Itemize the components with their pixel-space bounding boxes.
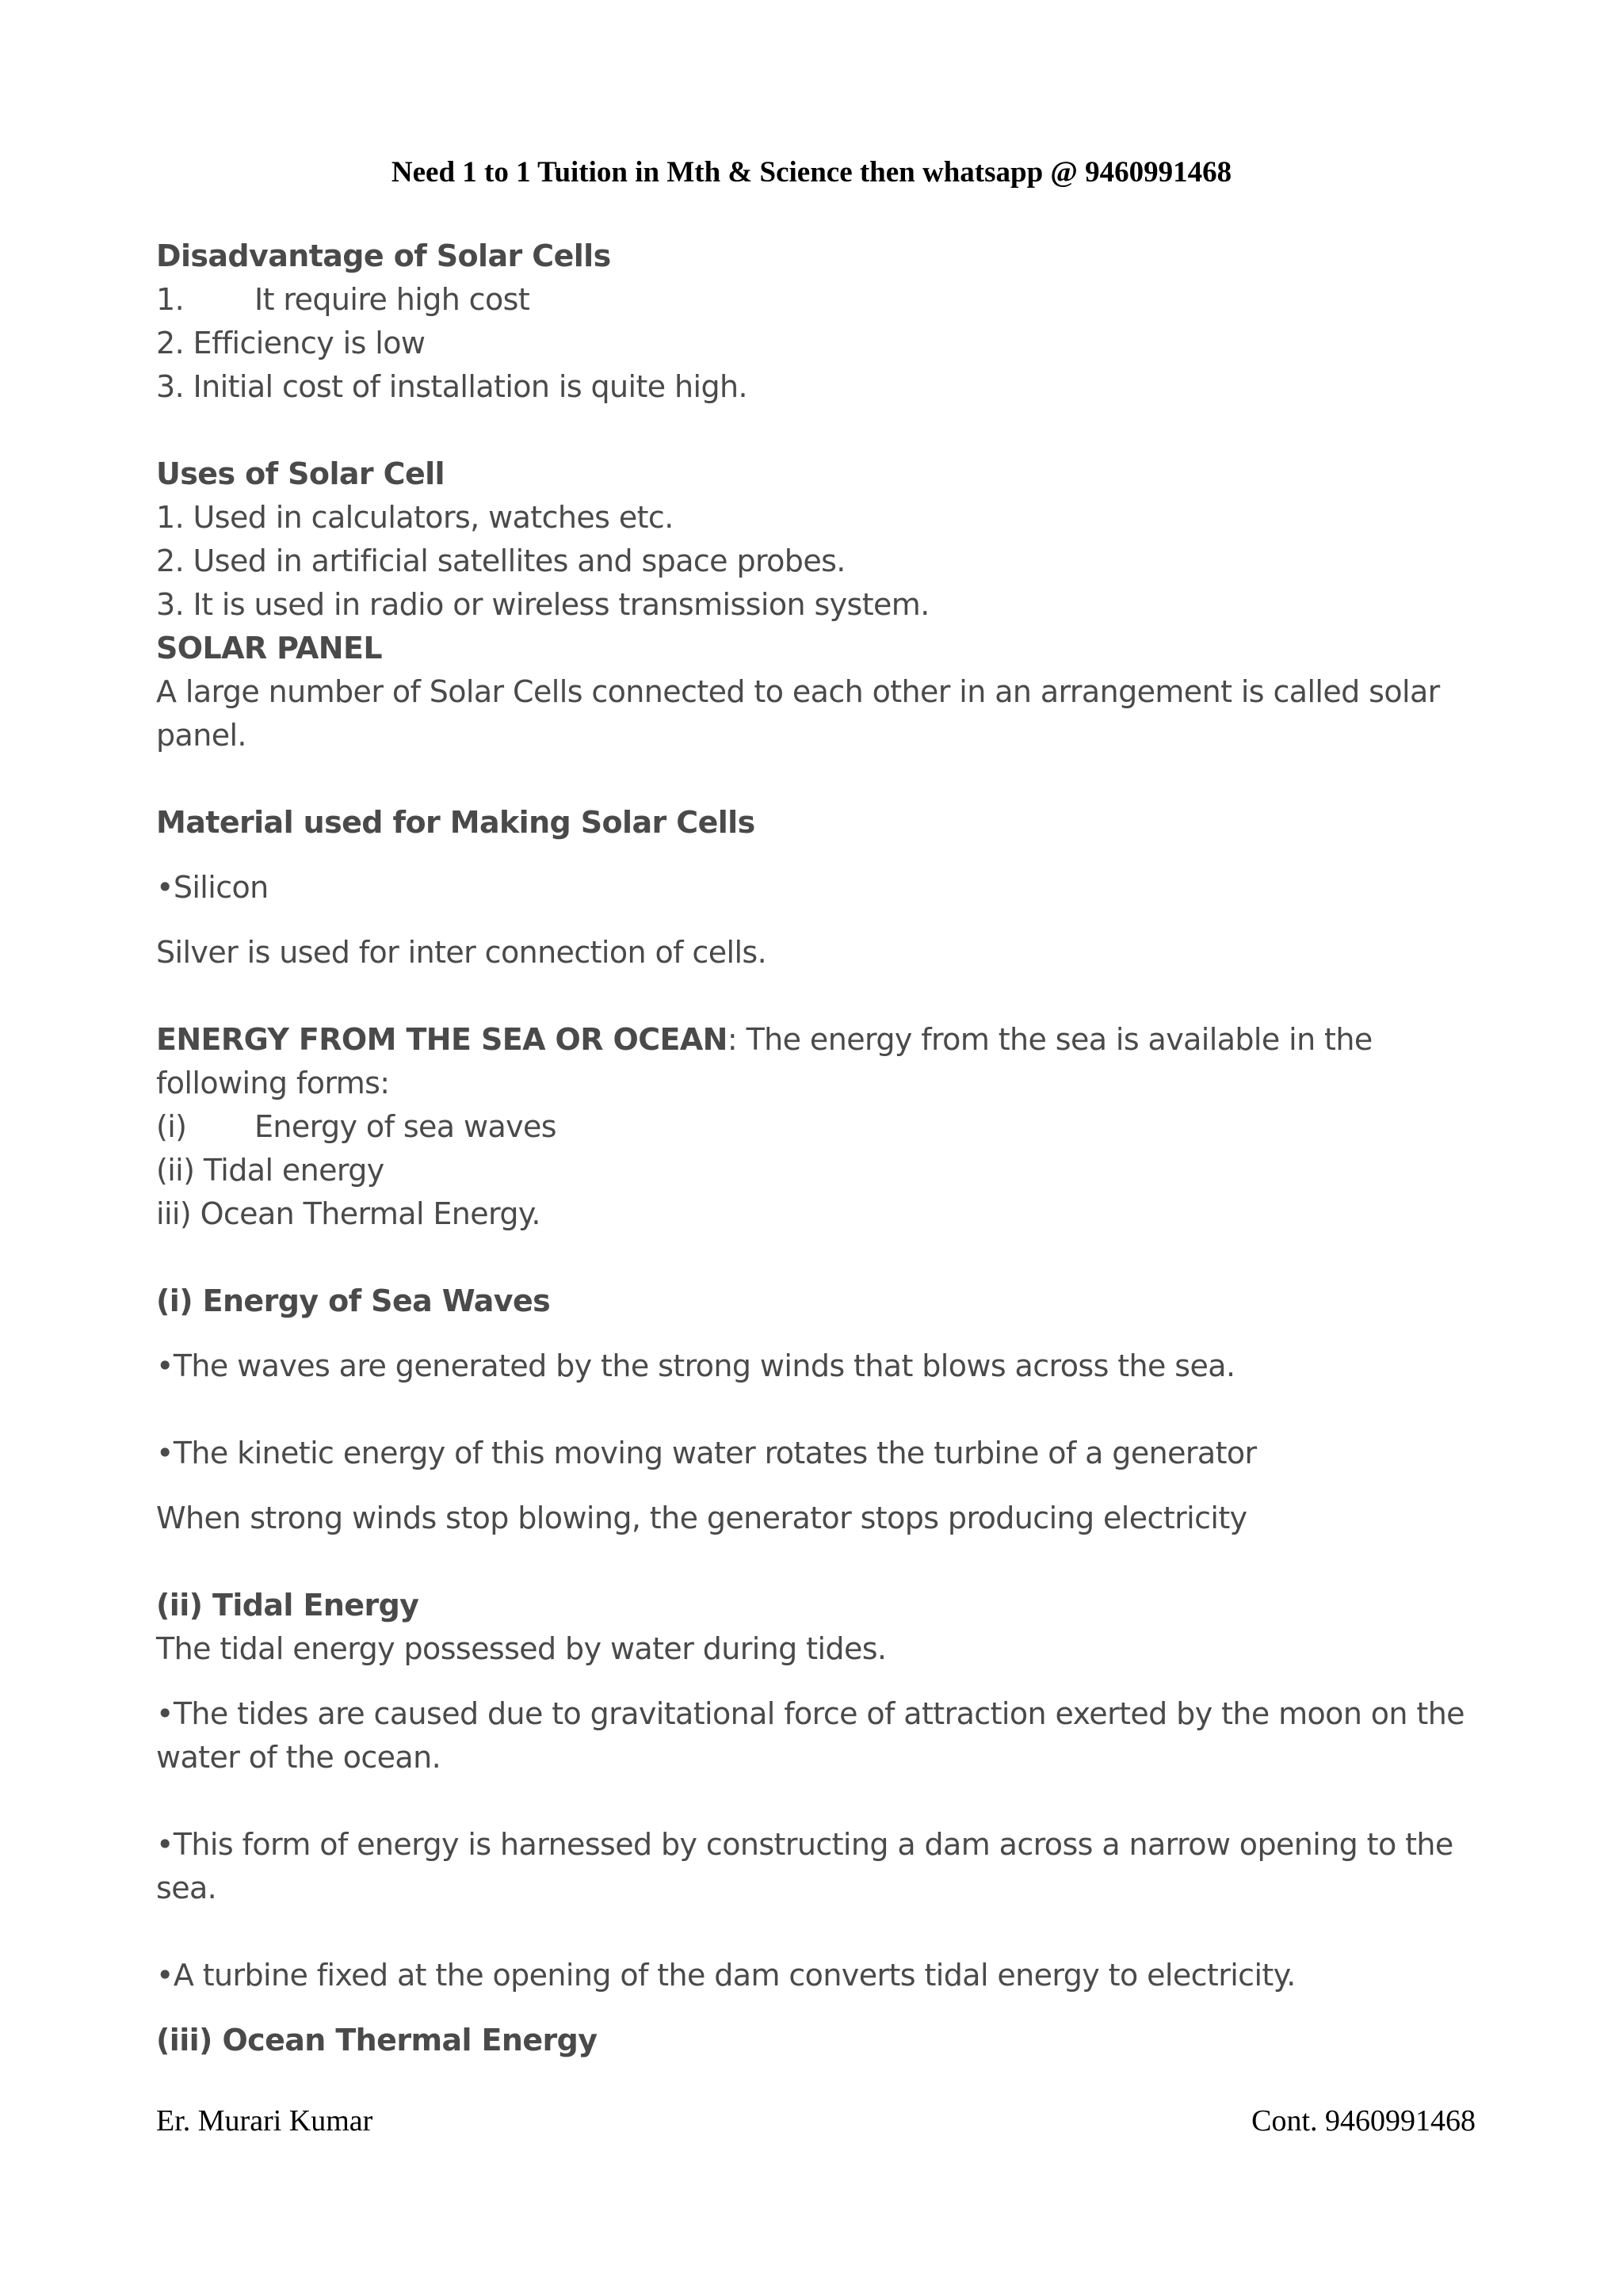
bullet-item: •A turbine fixed at the opening of the dam converts tidal energy to electricity.	[156, 1958, 1296, 1993]
list-item	[156, 278, 1480, 322]
bullet-item: •The kinetic energy of this moving water rotates the turbine of a generator	[156, 1436, 1257, 1470]
solar-panel-heading: SOLAR PANEL	[156, 631, 382, 666]
uses-heading: Uses of Solar Cell	[156, 456, 445, 491]
list-number: 1.	[156, 282, 185, 317]
list-item: 3. Initial cost of installation is quite high.	[156, 369, 747, 404]
page-header: Need 1 to 1 Tuition in Mth & Science then whatsapp @ 9460991468	[391, 156, 1232, 189]
material-heading: Material used for Making Solar Cells	[156, 805, 755, 840]
list-item: 2. Efficiency is low	[156, 326, 426, 360]
disadvantage-heading: Disadvantage of Solar Cells	[156, 238, 611, 273]
list-item	[156, 1105, 1480, 1149]
list-item: iii) Ocean Thermal Energy.	[156, 1196, 540, 1231]
waves-heading: (i) Energy of Sea Waves	[156, 1283, 551, 1318]
list-number: (i)	[156, 1109, 187, 1144]
bullet-item: •This form of energy is harnessed by constructing a dam across a narrow opening to the sea.	[156, 1827, 1453, 1905]
bullet-item: •The waves are generated by the strong winds that blows across the sea.	[156, 1348, 1235, 1383]
thermal-heading: (iii) Ocean Thermal Energy	[156, 2023, 598, 2058]
list-item: (ii) Tidal energy	[156, 1153, 384, 1188]
tidal-heading: (ii) Tidal Energy	[156, 1588, 419, 1623]
sea-heading: ENERGY FROM THE SEA OR OCEAN	[156, 1022, 727, 1057]
material-text: Silver is used for inter connection of cells.	[156, 935, 767, 970]
waves-text: When strong winds stop blowing, the generator stops producing electricity	[156, 1501, 1247, 1535]
list-item: 3. It is used in radio or wireless transmission system.	[156, 587, 930, 622]
bullet-item: •The tides are caused due to gravitational force of attraction exerted by the moon on the water of the ocean.	[156, 1696, 1465, 1775]
sea-intro: : The energy from the sea is available in the following forms:	[156, 1022, 1373, 1100]
footer-contact: Cont. 9460991468	[1251, 2104, 1476, 2138]
tidal-text: The tidal energy possessed by water during tides.	[156, 1631, 887, 1666]
bullet-item: •Silicon	[156, 870, 269, 905]
list-text: It require high cost	[254, 282, 530, 317]
footer-author: Er. Murari Kumar	[156, 2104, 373, 2138]
solar-panel-text: A large number of Solar Cells connected to each other in an arrangement is called solar panel.	[156, 674, 1440, 753]
list-item: 2. Used in artificial satellites and space probes.	[156, 543, 846, 578]
sea-paragraph	[156, 1018, 1480, 1105]
list-text: Energy of sea waves	[254, 1109, 556, 1144]
document-body	[156, 235, 1480, 2062]
list-item: 1. Used in calculators, watches etc.	[156, 500, 674, 535]
